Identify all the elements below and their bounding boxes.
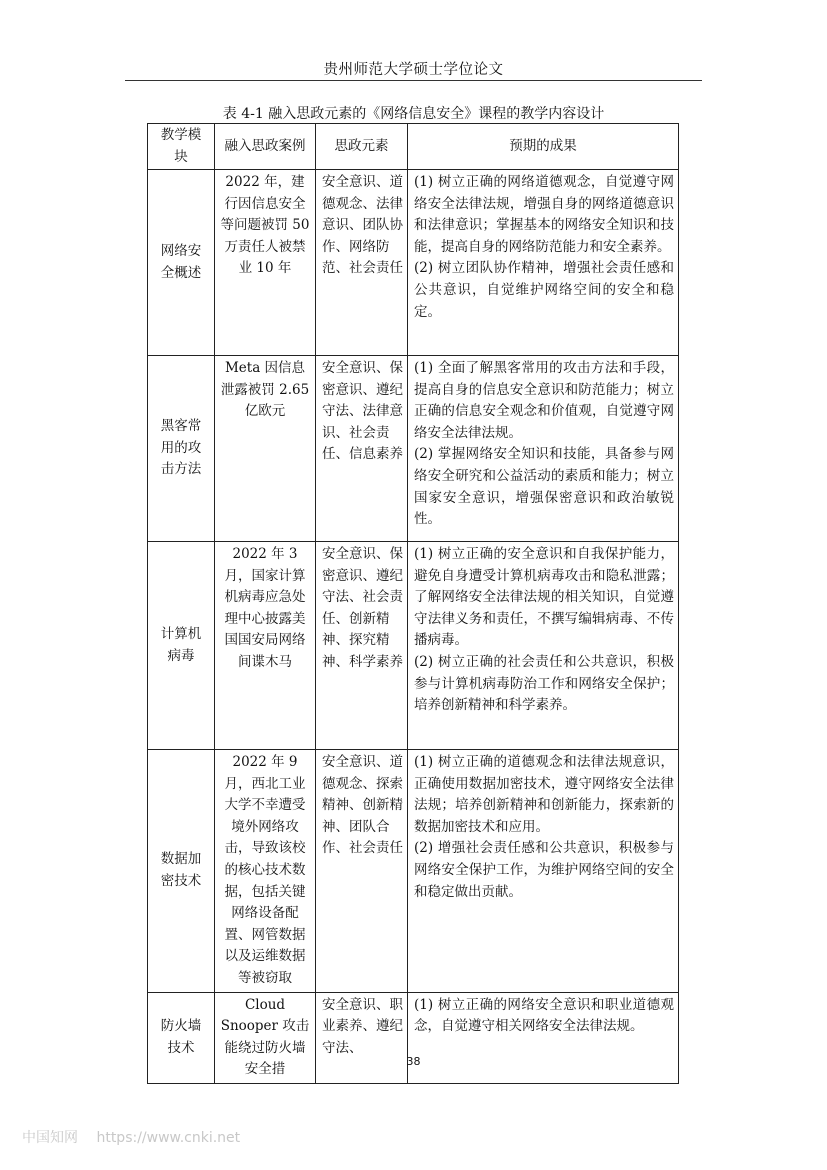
outcome-cell (408, 356, 679, 542)
case-cell: Cloud Snooper 攻击能绕过防火墙安全措 (215, 992, 316, 1083)
page-number: 38 (406, 1055, 421, 1068)
header-cell-case: 融入思政案例 (215, 124, 316, 170)
course-design-table (147, 123, 679, 1084)
outcome-cell (408, 750, 679, 993)
outcome-item: (1) 全面了解黑客常用的攻击方法和手段，提高自身的信息安全意识和防范能力；树立正确的信息安全观念和价值观，自觉遵守网络安全法律法规。 (414, 360, 674, 441)
case-cell: 2022 年，建行因信息安全等问题被罚 50 万责任人被禁业 10 年 (215, 170, 316, 356)
watermark-url: https://www.cnki.net (96, 1130, 241, 1146)
table-header-row (148, 124, 679, 170)
table-row (148, 542, 679, 750)
outcome-item: (2) 掌握网络安全知识和技能，具备参与网络安全研究和公益活动的素质和能力；树立国家安全意识，增强保密意识和政治敏锐性。 (414, 446, 674, 528)
header-rule (125, 80, 702, 81)
outcome-item: (2) 树立团队协作精神，增强社会责任感和公共意识，自觉维护网络空间的安全和稳定。 (414, 260, 674, 320)
case-cell: Meta 因信息泄露被罚 2.65 亿欧元 (215, 356, 316, 542)
module-cell: 防火墙技术 (148, 992, 215, 1083)
watermark-brand: 中国知网 (22, 1130, 78, 1146)
outcome-item: (1) 树立正确的道德观念和法律法规意识，正确使用数据加密技术，遵守网络安全法律法规；培养创新精神和创新能力，探索新的数据加密技术和应用。 (414, 754, 674, 835)
header-cell-module: 教学模块 (148, 124, 215, 170)
elements-cell: 安全意识、保密意识、遵纪守法、社会责任、创新精神、探究精神、科学素养 (316, 542, 408, 750)
outcome-item: (1) 树立正确的网络安全意识和职业道德观念，自觉遵守相关网络安全法律法规。 (414, 996, 674, 1035)
elements-cell: 安全意识、职业素养、遵纪守法、 (316, 992, 408, 1083)
elements-cell: 安全意识、道德观念、法律意识、团队协作、网络防范、社会责任 (316, 170, 408, 356)
module-cell: 数据加密技术 (148, 750, 215, 993)
table-row (148, 750, 679, 993)
outcome-item: (1) 树立正确的安全意识和自我保护能力，避免自身遭受计算机病毒攻击和隐私泄露；了解网络安全法律法规的相关知识，自觉遵守法律义务和责任，不撰写编辑病毒、不传播病毒。 (414, 546, 674, 649)
outcome-cell (408, 992, 679, 1083)
outcome-cell (408, 542, 679, 750)
case-cell: 2022 年 9 月，西北工业大学不幸遭受境外网络攻击，导致该校的核心技术数据，包括关键网络设备配置、网管数据以及运维数据等被窃取 (215, 750, 316, 993)
table-caption: 表 4-1 融入思政元素的《网络信息安全》课程的教学内容设计 (222, 106, 605, 122)
outcome-item: (2) 树立正确的社会责任和公共意识，积极参与计算机病毒防治工作和网络安全保护；培养创新精神和科学素养。 (414, 653, 674, 714)
table-row (148, 992, 679, 1083)
table-row (148, 170, 679, 356)
cnki-watermark (22, 1127, 240, 1147)
outcome-item: (1) 树立正确的网络道德观念，自觉遵守网络安全法律法规，增强自身的网络道德意识和法律意识；掌握基本的网络安全知识和技能，提高自身的网络防范能力和安全素养。 (414, 174, 674, 255)
module-cell: 黑客常用的攻击方法 (148, 356, 215, 542)
outcome-cell (408, 170, 679, 356)
module-cell: 网络安全概述 (148, 170, 215, 356)
table-row (148, 356, 679, 542)
header-cell-elements: 思政元素 (316, 124, 408, 170)
elements-cell: 安全意识、保密意识、遵纪守法、法律意识、社会责任、信息素养 (316, 356, 408, 542)
elements-cell: 安全意识、道德观念、探索精神、创新精神、团队合作、社会责任 (316, 750, 408, 993)
case-cell: 2022 年 3 月，国家计算机病毒应急处理中心披露美国国安局网络间谍木马 (215, 542, 316, 750)
outcome-item: (2) 增强社会责任感和公共意识，积极参与网络安全保护工作，为维护网络空间的安全和稳定做出贡献。 (414, 840, 674, 900)
running-header: 贵州师范大学硕士学位论文 (323, 62, 504, 78)
module-cell: 计算机病毒 (148, 542, 215, 750)
header-cell-outcome: 预期的成果 (408, 124, 679, 170)
